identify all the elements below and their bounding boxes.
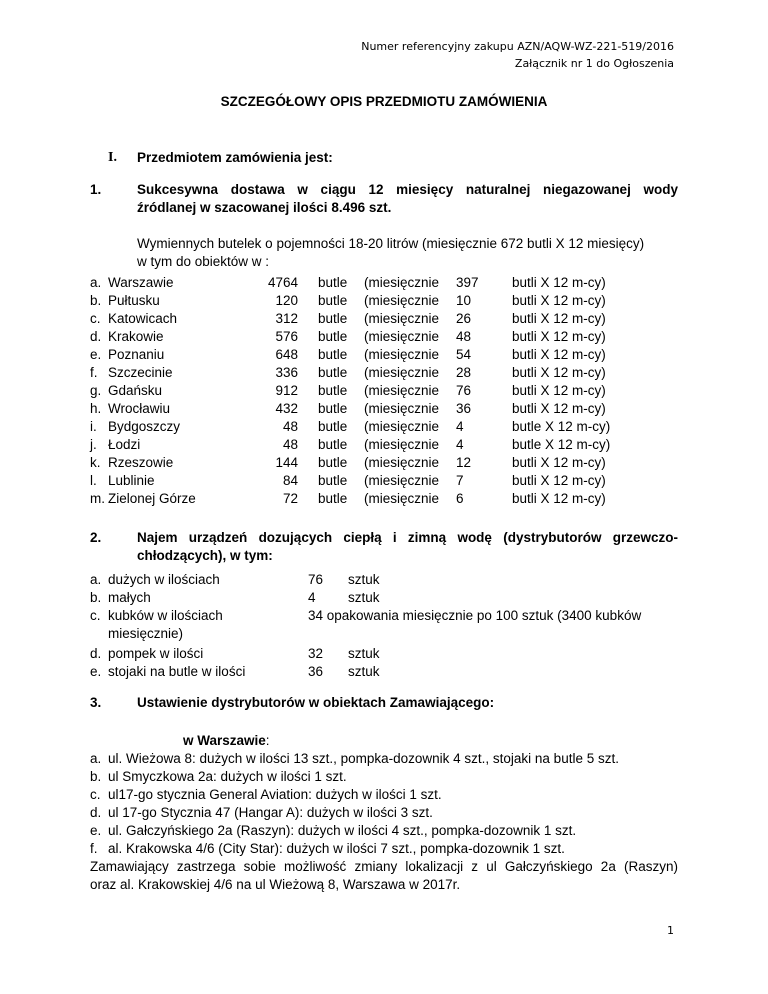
table-row xyxy=(0,473,768,491)
row-monthly: 54 xyxy=(456,347,472,362)
list-letter: a. xyxy=(90,751,102,766)
list-label: miesięcznie) xyxy=(108,626,184,641)
row-unit: butle xyxy=(318,491,348,506)
list-unit: sztuk xyxy=(348,590,380,605)
row-letter: a. xyxy=(90,275,102,290)
table-row xyxy=(0,275,768,293)
list-item xyxy=(0,646,768,664)
list-letter: d. xyxy=(90,646,102,661)
row-monthly: 4 xyxy=(456,437,464,452)
row-quantity: 648 xyxy=(275,347,298,362)
row-period: (miesięcznie xyxy=(364,401,440,416)
row-monthly: 36 xyxy=(456,401,472,416)
row-multiplier: butli X 12 m-cy) xyxy=(512,311,606,326)
list-letter: e. xyxy=(90,664,102,679)
row-period: (miesięcznie xyxy=(364,329,440,344)
list-qty: 32 xyxy=(308,646,324,661)
row-unit: butle xyxy=(318,401,348,416)
page-title: SZCZEGÓŁOWY OPIS PRZEDMIOTU ZAMÓWIENIA xyxy=(220,94,548,109)
location-colon: : xyxy=(265,733,270,748)
row-monthly: 7 xyxy=(456,473,464,488)
row-monthly: 397 xyxy=(456,275,479,290)
list-qty: 4 xyxy=(308,590,316,605)
item-3-number: 3. xyxy=(90,695,102,710)
list-item xyxy=(0,841,768,859)
row-city: Katowicach xyxy=(108,311,178,326)
row-unit: butle xyxy=(318,347,348,362)
row-letter: g. xyxy=(90,383,102,398)
row-city: Bydgoszczy xyxy=(108,419,181,434)
row-letter: c. xyxy=(90,311,101,326)
list-letter: a. xyxy=(90,572,102,587)
row-letter: b. xyxy=(90,293,102,308)
row-quantity: 432 xyxy=(275,401,298,416)
row-letter: f. xyxy=(90,365,98,380)
list-qty: 76 xyxy=(308,572,324,587)
row-multiplier: butli X 12 m-cy) xyxy=(512,491,606,506)
row-multiplier: butli X 12 m-cy) xyxy=(512,293,606,308)
item-1-description-line1: Wymiennych butelek o pojemności 18-20 litrów (miesięcznie 672 butli X 12 miesięcy) xyxy=(137,236,645,251)
item-1-title-line1: Sukcesywna dostawa w ciągu 12 miesięcy naturalnej niegazowanej wody xyxy=(137,182,678,197)
row-quantity: 912 xyxy=(275,383,298,398)
list-label: stojaki na butle w ilości xyxy=(108,664,246,679)
row-period: (miesięcznie xyxy=(364,365,440,380)
note-line2: oraz al. Krakowskiej 4/6 na ul Wieżową 8, Warszawa w 2017r. xyxy=(90,877,461,892)
list-item xyxy=(0,572,768,590)
list-letter: b. xyxy=(90,769,102,784)
row-city: Szczecinie xyxy=(108,365,173,380)
list-letter: d. xyxy=(90,805,102,820)
item-2-title-line1: Najem urządzeń dozujących ciepłą i zimną wodę (dystrybutorów grzewczo- xyxy=(137,530,678,545)
row-city: Warszawie xyxy=(108,275,174,290)
row-quantity: 48 xyxy=(282,437,298,452)
row-monthly: 76 xyxy=(456,383,472,398)
list-text: ul. Gałczyńskiego 2a (Raszyn): dużych w ilości 4 szt., pompka-dozownik 1 szt. xyxy=(108,823,577,838)
row-monthly: 6 xyxy=(456,491,464,506)
row-unit: butle xyxy=(318,275,348,290)
item-3-heading: Ustawienie dystrybutorów w obiektach Zamawiającego: xyxy=(137,695,495,710)
row-unit: butle xyxy=(318,293,348,308)
row-letter: m. xyxy=(90,491,105,506)
row-quantity: 312 xyxy=(275,311,298,326)
row-letter: e. xyxy=(90,347,102,362)
row-unit: butle xyxy=(318,419,348,434)
location-heading xyxy=(183,733,270,748)
row-quantity: 576 xyxy=(275,329,298,344)
row-unit: butle xyxy=(318,365,348,380)
list-item xyxy=(0,787,768,805)
list-letter: f. xyxy=(90,841,98,856)
row-unit: butle xyxy=(318,437,348,452)
table-row xyxy=(0,437,768,455)
table-row xyxy=(0,329,768,347)
row-period: (miesięcznie xyxy=(364,473,440,488)
location-city: w Warszawie xyxy=(183,733,266,748)
list-text: ul 17-go Stycznia 47 (Hangar A): dużych w ilości 3 szt. xyxy=(108,805,433,820)
list-unit: sztuk xyxy=(348,646,380,661)
list-item xyxy=(0,769,768,787)
note-line1: Zamawiający zastrzega sobie możliwość zmiany lokalizacji z ul Gałczyńskiego 2a (Raszyn) xyxy=(90,859,678,874)
table-row xyxy=(0,401,768,419)
list-label: małych xyxy=(108,590,151,605)
row-unit: butle xyxy=(318,329,348,344)
list-letter: c. xyxy=(90,608,101,623)
list-unit: sztuk xyxy=(348,664,380,679)
row-letter: j. xyxy=(90,437,97,452)
list-unit: sztuk xyxy=(348,572,380,587)
row-period: (miesięcznie xyxy=(364,491,440,506)
row-period: (miesięcznie xyxy=(364,347,440,362)
row-quantity: 144 xyxy=(275,455,298,470)
row-monthly: 48 xyxy=(456,329,472,344)
list-item xyxy=(0,590,768,608)
page-number: 1 xyxy=(667,924,674,937)
row-multiplier: butli X 12 m-cy) xyxy=(512,347,606,362)
list-text: ul Smyczkowa 2a: dużych w ilości 1 szt. xyxy=(108,769,347,784)
row-multiplier: butli X 12 m-cy) xyxy=(512,329,606,344)
row-city: Gdańsku xyxy=(108,383,163,398)
row-letter: h. xyxy=(90,401,102,416)
list-letter: c. xyxy=(90,787,101,802)
list-letter: b. xyxy=(90,590,102,605)
list-label: pompek w ilości xyxy=(108,646,204,661)
row-city: Poznaniu xyxy=(108,347,165,362)
list-item xyxy=(0,608,768,626)
row-unit: butle xyxy=(318,383,348,398)
list-text: al. Krakowska 4/6 (City Star): dużych w ilości 7 szt., pompka-dozownik 1 szt. xyxy=(108,841,565,856)
row-multiplier: butli X 12 m-cy) xyxy=(512,275,606,290)
row-period: (miesięcznie xyxy=(364,437,440,452)
row-quantity: 4764 xyxy=(267,275,298,290)
table-row xyxy=(0,311,768,329)
row-period: (miesięcznie xyxy=(364,293,440,308)
table-row xyxy=(0,491,768,509)
row-period: (miesięcznie xyxy=(364,419,440,434)
row-letter: l. xyxy=(90,473,97,488)
row-quantity: 336 xyxy=(275,365,298,380)
row-letter: d. xyxy=(90,329,102,344)
list-letter: e. xyxy=(90,823,102,838)
item-1-number: 1. xyxy=(90,182,102,197)
row-quantity: 72 xyxy=(282,491,298,506)
row-city: Zielonej Górze xyxy=(108,491,196,506)
reference-number: Numer referencyjny zakupu AZN/AQW-WZ-221-519/2016 xyxy=(361,40,674,53)
row-city: Krakowie xyxy=(108,329,164,344)
row-city: Wrocławiu xyxy=(108,401,171,416)
table-row xyxy=(0,293,768,311)
table-row xyxy=(0,383,768,401)
row-multiplier: butli X 12 m-cy) xyxy=(512,365,606,380)
row-multiplier: butli X 12 m-cy) xyxy=(512,473,606,488)
row-unit: butle xyxy=(318,473,348,488)
row-period: (miesięcznie xyxy=(364,275,440,290)
row-letter: i. xyxy=(90,419,97,434)
list-item-continuation xyxy=(0,626,768,644)
row-letter: k. xyxy=(90,455,101,470)
table-row xyxy=(0,365,768,383)
row-multiplier: butli X 12 m-cy) xyxy=(512,455,606,470)
section-heading: Przedmiotem zamówienia jest: xyxy=(137,150,333,165)
list-qty: 36 xyxy=(308,664,324,679)
list-item xyxy=(0,664,768,682)
row-unit: butle xyxy=(318,455,348,470)
list-label: kubków w ilościach xyxy=(108,608,223,623)
row-unit: butle xyxy=(318,311,348,326)
row-monthly: 4 xyxy=(456,419,464,434)
row-city: Pułtusku xyxy=(108,293,160,308)
row-quantity: 120 xyxy=(275,293,298,308)
row-multiplier: butli X 12 m-cy) xyxy=(512,383,606,398)
list-text: ul17-go stycznia General Aviation: dużych w ilości 1 szt. xyxy=(108,787,442,802)
table-row xyxy=(0,347,768,365)
item-2-title-line2: chłodzących), w tym: xyxy=(137,548,273,563)
section-number: I. xyxy=(108,150,117,165)
row-city: Lublinie xyxy=(108,473,155,488)
row-monthly: 12 xyxy=(456,455,472,470)
row-city: Łodzi xyxy=(108,437,141,452)
item-1-title-line2: źródlanej w szacowanej ilości 8.496 szt. xyxy=(137,200,392,215)
row-multiplier: butli X 12 m-cy) xyxy=(512,401,606,416)
row-monthly: 28 xyxy=(456,365,472,380)
table-row xyxy=(0,419,768,437)
row-multiplier: butle X 12 m-cy) xyxy=(512,419,611,434)
row-quantity: 84 xyxy=(282,473,298,488)
row-monthly: 26 xyxy=(456,311,472,326)
row-period: (miesięcznie xyxy=(364,311,440,326)
row-multiplier: butle X 12 m-cy) xyxy=(512,437,611,452)
row-city: Rzeszowie xyxy=(108,455,174,470)
annex-label: Załącznik nr 1 do Ogłoszenia xyxy=(514,57,674,70)
list-text: ul. Wieżowa 8: dużych w ilości 13 szt., pompka-dozownik 4 szt., stojaki na butle 5 szt. xyxy=(108,751,619,766)
row-period: (miesięcznie xyxy=(364,455,440,470)
list-item xyxy=(0,751,768,769)
item-1-description-line2: w tym do obiektów w : xyxy=(137,254,270,269)
list-text: 34 opakowania miesięcznie po 100 sztuk (3400 kubków xyxy=(308,608,642,623)
list-label: dużych w ilościach xyxy=(108,572,220,587)
list-item xyxy=(0,805,768,823)
row-monthly: 10 xyxy=(456,293,472,308)
item-2-number: 2. xyxy=(90,530,102,545)
table-row xyxy=(0,455,768,473)
list-item xyxy=(0,823,768,841)
row-quantity: 48 xyxy=(282,419,298,434)
row-period: (miesięcznie xyxy=(364,383,440,398)
